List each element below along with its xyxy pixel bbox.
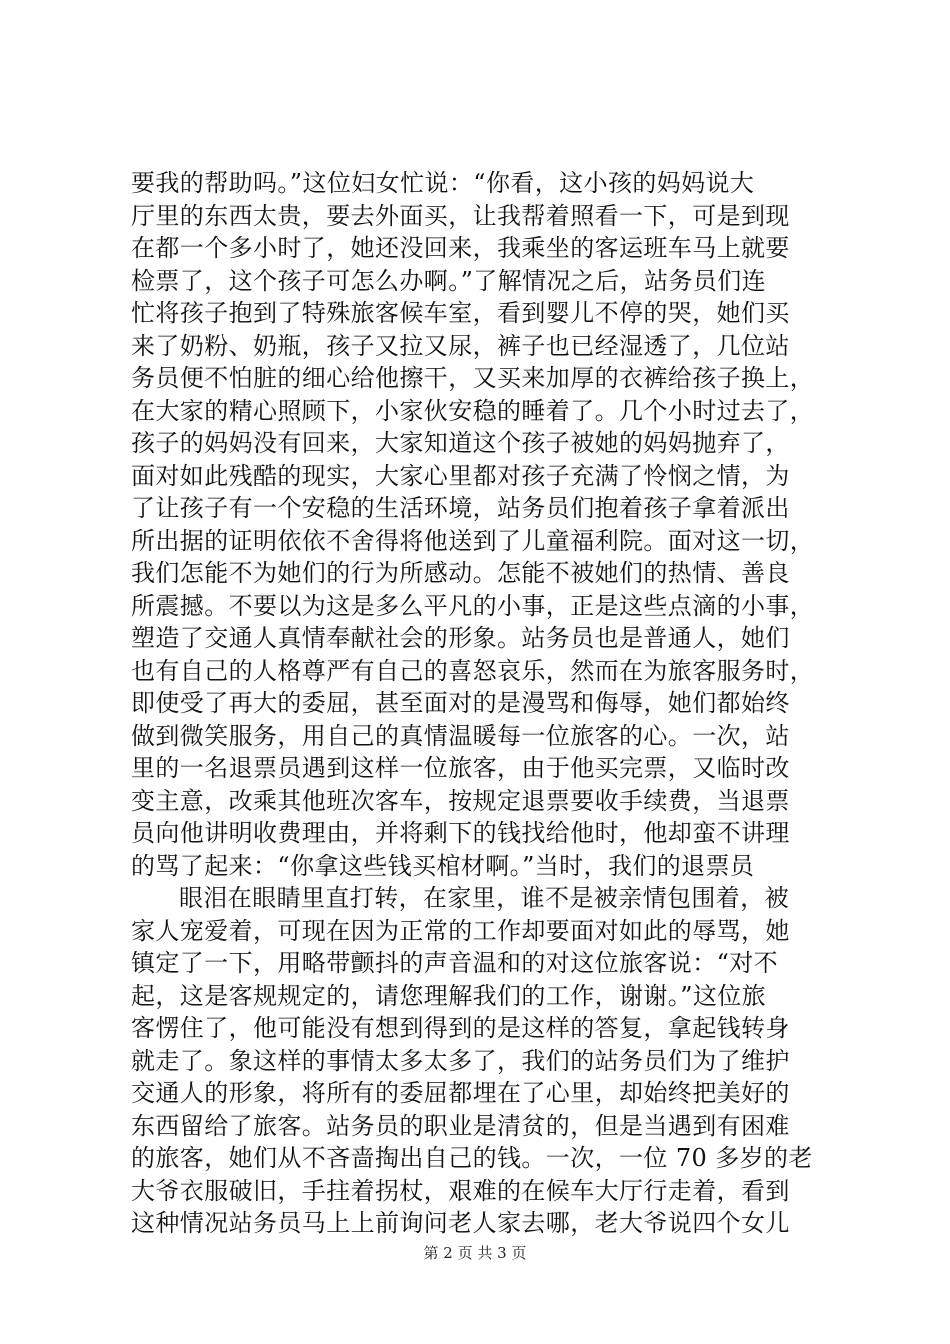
page-number: 第 2 页 共 3 页 <box>423 1244 527 1262</box>
text-line: 面对如此残酷的现实，大家心里都对孩子充满了怜悯之情，为 <box>131 461 790 490</box>
text-line: 做到微笑服务，用自己的真情温暖每一位旅客的心。一次，站 <box>131 721 790 750</box>
text-line: 大爷衣服破旧，手拄着拐杖，艰难的在候车大厅行走着，看到 <box>131 1176 790 1205</box>
text-line: 我们怎能不为她们的行为所感动。怎能不被她们的热情、善良 <box>131 559 790 587</box>
text-line: 客愣住了，他可能没有想到得到的是这样的答复，拿起钱转身 <box>131 1014 790 1042</box>
text-line: 厅里的东西太贵，要去外面买，让我帮着照看一下，可是到现 <box>131 201 790 230</box>
body-text <box>131 167 831 1240</box>
text-line: 的骂了起来：“你拿这些钱买棺材啊。”当时，我们的退票员 <box>131 851 755 880</box>
text-line: 在都一个多小时了，她还没回来，我乘坐的客运班车马上就要 <box>131 234 790 262</box>
text-line: 孩子的妈妈没有回来，大家知道这个孩子被她的妈妈抛弃了， <box>131 429 790 457</box>
text-line: 所出据的证明依依不舍得将他送到了儿童福利院。面对这一切， <box>131 526 815 555</box>
text-line: 镇定了一下，用略带颤抖的声音温和的对这位旅客说：“对不 <box>131 949 779 977</box>
text-line: 起，这是客规规定的，请您理解我们的工作，谢谢。”这位旅 <box>131 981 767 1010</box>
text-line: 家人宠爱着，可现在因为正常的工作却要面对如此的辱骂，她 <box>131 916 790 945</box>
text-line: 就走了。象这样的事情太多太多了，我们的站务员们为了维护 <box>131 1046 790 1075</box>
text-line: 塑造了交通人真情奉献社会的形象。站务员也是普通人，她们 <box>131 624 790 652</box>
text-line: 变主意，改乘其他班次客车，按规定退票要收手续费，当退票 <box>131 786 790 815</box>
text-line: 这种情况站务员马上上前询问老人家去哪，老大爷说四个女儿 <box>131 1209 790 1237</box>
page-footer <box>0 1243 950 1263</box>
text-line: 里的一名退票员遇到这样一位旅客，由于他买完票，又临时改 <box>131 754 790 782</box>
text-line: 检票了，这个孩子可怎么办啊。”了解情况之后，站务员们连 <box>131 266 767 295</box>
paragraph-first-line: 眼泪在眼睛里直打转，在家里，谁不是被亲情包围着，被 <box>179 884 789 912</box>
text-line: 的旅客，她们从不吝啬掏出自己的钱。一次，一位 70 多岁的老 <box>131 1144 813 1172</box>
text-line: 务员便不怕脏的细心给他擦干，又买来加厚的衣裤给孩子换上， <box>131 364 815 392</box>
text-line: 即使受了再大的委屈，甚至面对的是漫骂和侮辱，她们都始终 <box>131 689 790 717</box>
text-line: 所震撼。不要以为这是多么平凡的小事，正是这些点滴的小事， <box>131 591 815 620</box>
text-line: 了让孩子有一个安稳的生活环境，站务员们抱着孩子拿着派出 <box>131 494 790 522</box>
text-line: 在大家的精心照顾下，小家伙安稳的睡着了。几个小时过去了， <box>131 396 815 425</box>
text-line: 员向他讲明收费理由，并将剩下的钱找给他时，他却蛮不讲理 <box>131 819 790 847</box>
text-line: 忙将孩子抱到了特殊旅客候车室，看到婴儿不停的哭，她们买 <box>131 299 790 327</box>
text-line: 要我的帮助吗。”这位妇女忙说：“你看，这小孩的妈妈说大 <box>131 169 755 197</box>
text-line: 也有自己的人格尊严有自己的喜怒哀乐，然而在为旅客服务时， <box>131 656 815 685</box>
text-line: 交通人的形象，将所有的委屈都埋在了心里，却始终把美好的 <box>131 1079 790 1107</box>
text-line: 东西留给了旅客。站务员的职业是清贫的，但是当遇到有困难 <box>131 1111 790 1140</box>
text-line: 来了奶粉、奶瓶，孩子又拉又尿，裤子也已经湿透了，几位站 <box>131 331 790 360</box>
